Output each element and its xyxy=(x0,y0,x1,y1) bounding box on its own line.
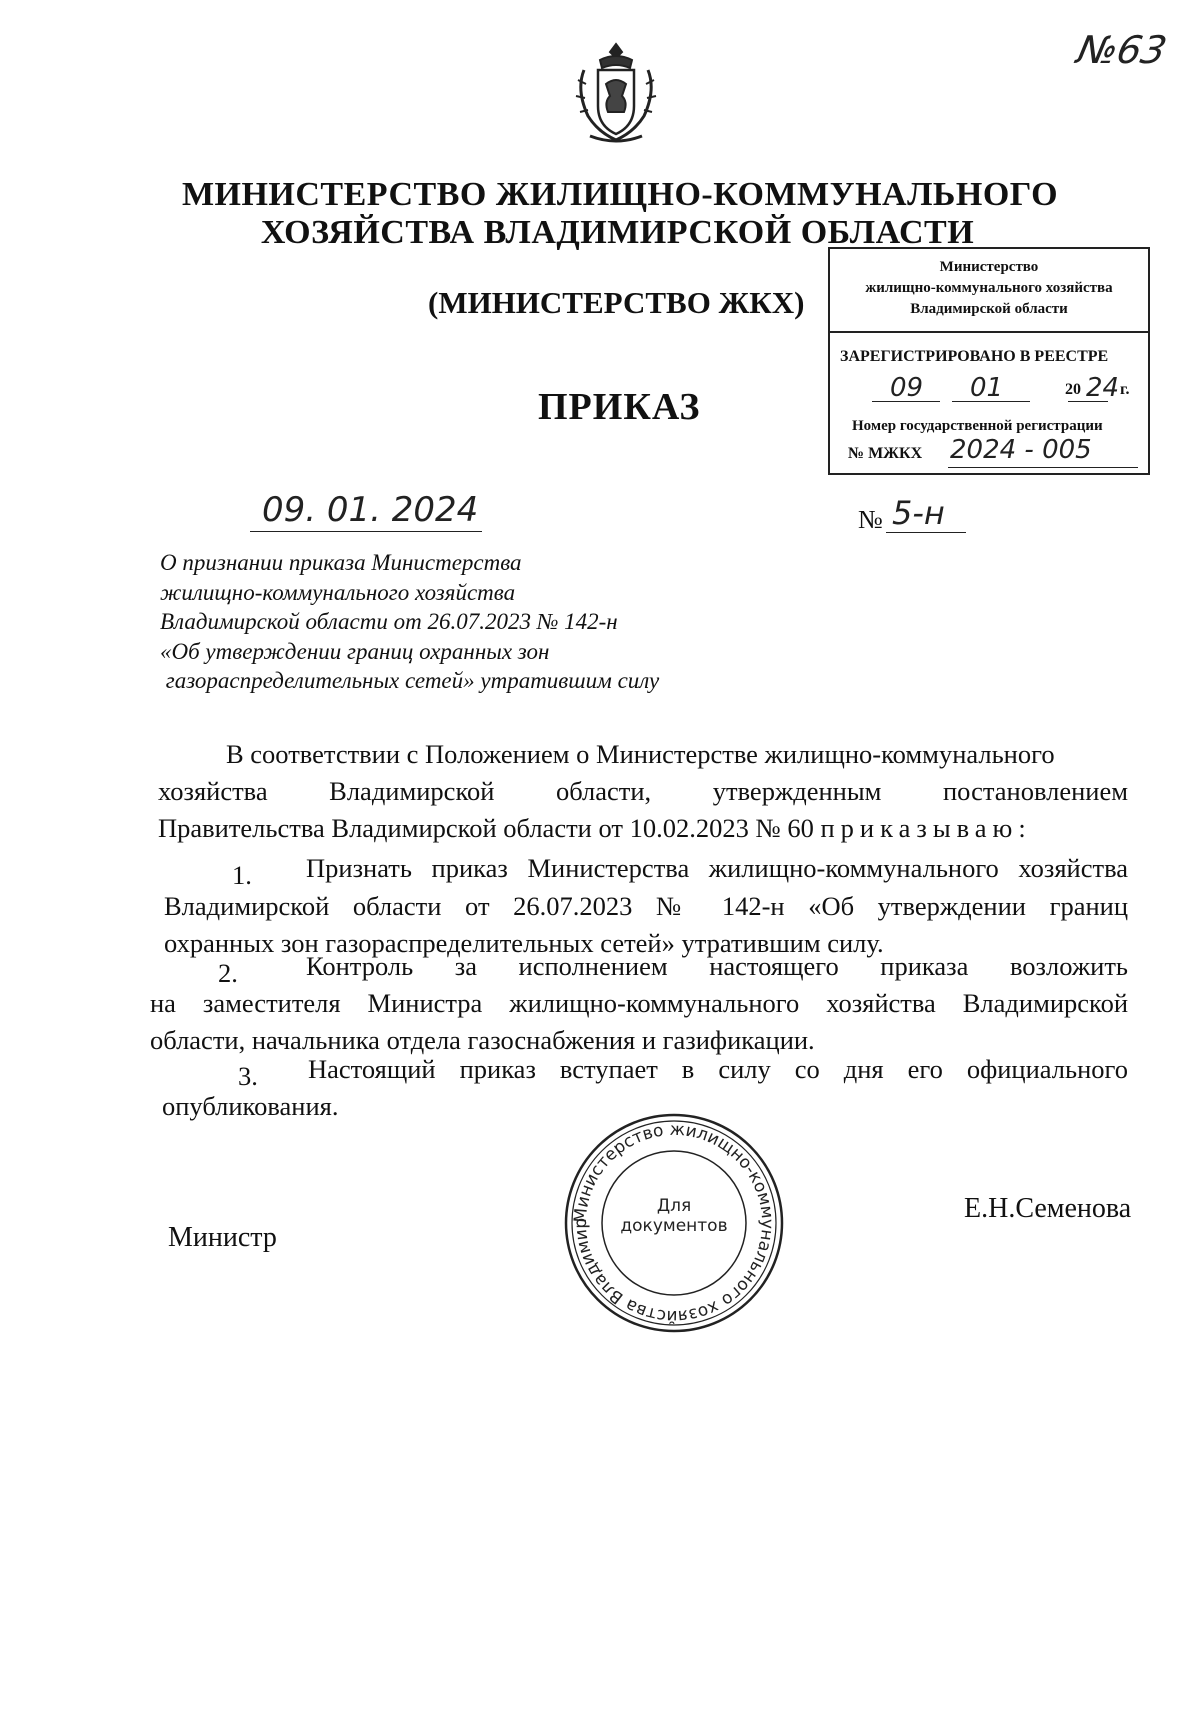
subject-line: «Об утверждении границ охранных зон xyxy=(160,638,550,664)
registration-stamp-header xyxy=(830,249,1148,333)
order-date-underline xyxy=(250,531,482,532)
signer-title: Министр xyxy=(168,1222,277,1253)
order-date-handwritten: 09. 01. 2024 xyxy=(262,490,479,530)
registration-year-prefix: 20 xyxy=(1065,381,1081,398)
order-verb: приказываю: xyxy=(820,813,1032,843)
registration-state-number-label: Номер государственной регистрации xyxy=(852,418,1103,434)
subject-line: газораспределительных сетей» утратившим силу xyxy=(160,668,660,693)
item2-number: 2. xyxy=(218,958,238,988)
item3-line1: Настоящий приказ вступает в силу со дня его официального xyxy=(308,1054,1128,1084)
ministry-title-line2: ХОЗЯЙСТВА ВЛАДИМИРСКОЙ ОБЛАСТИ xyxy=(260,214,975,251)
preamble-line2: хозяйства Владимирской области, утвержденным постановлением xyxy=(158,776,1128,806)
subject-line: Владимирской области от 26.07.2023 № 142-н xyxy=(160,609,618,634)
registration-stamp xyxy=(828,247,1150,475)
registration-org-line1: Министерство xyxy=(939,259,1039,275)
registration-registered-label: ЗАРЕГИСТРИРОВАНО В РЕЕСТРЕ xyxy=(840,348,1109,365)
ministry-short-name: (МИНИСТЕРСТВО ЖКХ) xyxy=(428,285,805,320)
order-number-label: № xyxy=(858,505,883,534)
registration-year-unit: г. xyxy=(1120,381,1130,398)
item2-line2: на заместителя Министра жилищно-коммунального хозяйства Владимирской xyxy=(150,988,1128,1018)
seal-center-text xyxy=(552,1196,796,1236)
registration-month: 01 xyxy=(970,373,1004,403)
registration-month-underline xyxy=(952,401,1030,402)
preamble-line3-text: Правительства Владимирской области от 10.02.2023 № 60 xyxy=(158,813,814,843)
registration-number-handwritten: 2024 - 005 xyxy=(950,435,1092,465)
item1-line2: Владимирской области от 26.07.2023 № 142-н «Об утверждении границ xyxy=(164,891,1128,921)
preamble-line3 xyxy=(158,810,1128,846)
signer-name: Е.Н.Семенова xyxy=(964,1193,1132,1224)
registration-org-line3: Владимирской области xyxy=(910,301,1068,317)
seal-ring-text: Министерство жилищно-коммунального хозяйства Владимир xyxy=(570,1119,778,1327)
registration-org-line2: жилищно-коммунального хозяйства xyxy=(865,280,1113,296)
item2-line3: области, начальника отдела газоснабжения и газификации. xyxy=(150,1025,815,1055)
order-number-underline xyxy=(886,532,966,533)
item1-number: 1. xyxy=(232,860,252,890)
seal-center-line1: Для xyxy=(656,1196,692,1216)
registration-day: 09 xyxy=(890,373,924,403)
item2-line1: Контроль за исполнением настоящего приказа возложить xyxy=(306,951,1128,981)
registration-year-suffix-handwritten: 24 xyxy=(1086,373,1120,403)
official-seal xyxy=(552,1108,796,1338)
registration-number-prefix: № МЖКХ xyxy=(848,445,923,462)
item1-line1: Признать приказ Министерства жилищно-коммунального хозяйства xyxy=(306,853,1128,883)
page-number-mark: №63 xyxy=(1073,28,1171,72)
preamble-line1: В соответствии с Положением о Министерстве жилищно-коммунального xyxy=(226,739,1055,769)
order-subject xyxy=(160,548,720,696)
registration-date xyxy=(870,373,1130,403)
subject-line: жилищно-коммунального хозяйства xyxy=(160,579,516,605)
order-number-handwritten: 5-н xyxy=(892,494,945,532)
document-type-heading: ПРИКАЗ xyxy=(538,386,701,428)
item3-line2: опубликования. xyxy=(162,1091,339,1121)
subject-line: О признании приказа Министерства xyxy=(160,550,522,575)
registration-day-underline xyxy=(872,401,940,402)
ministry-title-line1: МИНИСТЕРСТВО ЖИЛИЩНО-КОММУНАЛЬНОГО xyxy=(181,176,1059,213)
registration-year-underline xyxy=(1068,401,1108,402)
registration-number-underline xyxy=(948,467,1138,468)
seal-center-line2: документов xyxy=(620,1216,728,1236)
item1-line3: охранных зон газораспределительных сетей» утратившим силу. xyxy=(164,928,884,958)
coat-of-arms-emblem xyxy=(570,40,662,144)
item3-number: 3. xyxy=(238,1061,258,1091)
